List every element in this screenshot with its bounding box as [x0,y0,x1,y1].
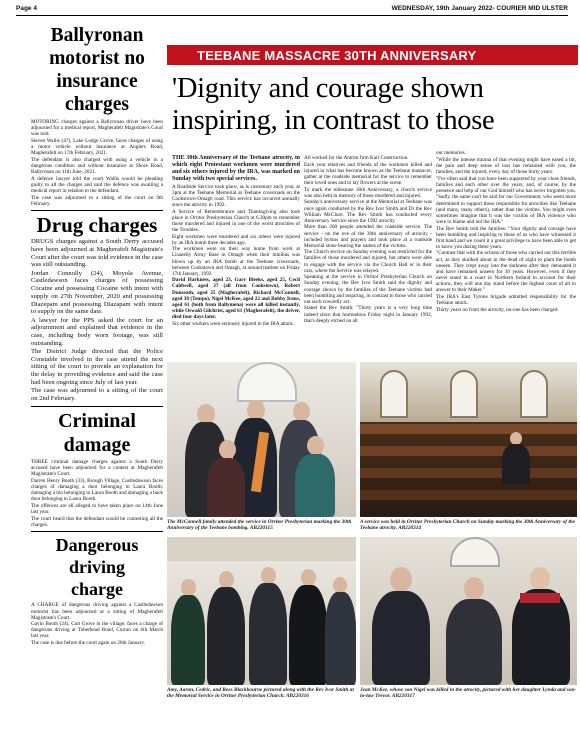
pew [360,446,577,456]
window [450,370,478,418]
article-paragraph: To mark the milestone 30th Anniversary, a church service was also held in memory of those murdered and injured. [304,186,432,199]
article-paragraph: Stated the Rev Smith: "Thirty years is a very long time indeed since that horrendous Friday night in January 1992, that's deeply etched on all [304,305,432,324]
caption-photo-3: Amy, Aaron, Cedric, and Ross Blackbourne pictured along with the Rev Ivor Smith at the Memorial Service in Orritor Presbyterian Church. AB220316 [167,687,354,700]
article-column-3 [436,150,576,362]
story1-paragraph: Steven Wallis (47), Lake Lodge Grove, faces charges of using a motor vehicle without insurance at Anglers Road, Magherafelt on 17th February, 2021. [31,137,163,157]
story3-body [31,459,163,528]
divider [31,210,163,211]
headline-line-1: 'Dignity and courage shown [172,73,484,104]
person [181,579,196,596]
person [219,440,236,459]
left-column [31,24,163,647]
victims-names: David Harkness, aged 23, Gary Bleeks, aged 25, Cecil Caldwell, aged 37 (all from Cookstown), Robert Dunseath, aged 25 (Magherafelt), Richard McConnell, aged 38 (Tempo), Nigel McKee, aged 22 and Bobby Irons, aged 61 (both from Ballymena) were all killed instantly, while Oswald Gilchrist, aged 61 (Magherafelt), the driver, died four days later. [172,277,300,320]
story2-paragraph: The case was adjourned to a sitting of the court on 2nd February. [31,387,163,402]
story2-paragraph: DRUGS charges against a South Derry accused have been adjourned at Magherafelt Magistrate's Court after the court was told evidence in the case was still outstanding. [31,238,163,269]
story1-paragraph: MOTORING charges against a Ballyronan driver have been adjourned for a medical report, Magherafelt Magistrate's Court was told. [31,119,163,138]
article-paragraph: More than 200 people attended the roadside service. The service - on the eve of the 30th anniversary of atrocity - included hymns and prayers and took place at a roadside Memorial stone bearing the names of the victims. [304,224,432,249]
article-column-1 [172,155,300,355]
story2-body [31,238,163,403]
page-header [16,4,568,16]
person [247,400,265,420]
person-body [502,444,530,484]
section-banner [167,45,578,65]
window [520,370,548,418]
article-paragraph: "While the intense trauma of that evening might have eased a bit, the pain and deep sense of loss has remained with you, the families, and the injured, every day of those thirty years. [436,156,576,175]
page-date-masthead: WEDNESDAY, 19th January 2022- COURIER MID ULSTER [391,5,568,12]
person [307,436,324,455]
caption-photo-1: The McConnell family attended the service in Orritor Presbyterian marking the 30th Anniversary of the Teebane bombing. AB220315 [167,519,352,532]
arched-window [450,537,500,567]
article-paragraph: Each year relatives and friends of the workmen killed and injured in what has become known as the Teebane massacre, gather at the roadside memorial for the service to remember their loved ones and to lay flowers at the scene. [304,161,432,186]
story4-paragraph: A CHARGE of dangerous driving against a Castledawson motorist has been adjourned at a sitting of Magherafelt Magistrate's Court. [31,602,163,621]
article-paragraph: A Service of Remembrance and Thanksgiving also took place in Orritor Presbyterian Church at 6.30pm to remember those murdered and injured in one of the worst atrocities of the Troubles. [172,208,300,233]
arched-window [237,362,297,402]
page-number: Page 4 [16,5,37,12]
person [261,567,276,584]
story3-headline: Criminal damage [58,410,136,457]
person-body [249,583,287,685]
person-body [207,587,245,685]
pew [360,490,577,500]
story2-paragraph: Jordan Connolly (24), Moyola Avenue, Castledawson faces charges of possessing Cocaine and possessing Cocaine with intent with supply on 27th November, 2020 and possessing Diazepam and possessing Diazapam with intent to supply on the same date. [31,269,163,316]
article-paragraph: "Sadly, the same can't be said for our Government, who seem more determined to support those responsible for atrocities like Teebane (and many, many others), rather than the victims. You might even sometimes imagine that it was the victims of IRA violence who were to blame and not the IRA." [436,194,576,225]
person [390,567,412,592]
article-paragraph: Six other workers were seriously injured in the IRA attack. [172,320,295,327]
person [293,402,310,421]
person-body [295,454,335,517]
person [333,577,347,593]
article-paragraph: A Roadside Service took place, as is customary each year, at 3pm at the Teebane Memorial at Teebane crossroads on the Cookstown-Omagh road. This service has occurred annually since the atrocity in 1992. [172,183,300,208]
banner-title: TEEBANE MASSACRE 30TH ANNIVERSARY [197,48,477,63]
person [219,571,234,588]
article-column-2 [304,155,432,355]
headline-line-2: inspiring, in contrast to those [172,105,495,136]
window [380,370,408,418]
story4-body [31,602,163,646]
divider [31,406,163,407]
article-paragraph: Sunday's anniversary service at the Memorial at Teebane was once again conducted by the Rev Ivor Smith and Dr the Rev William McClure. The Rev Smith has conducted every Anniversary Service since the 1992 atrocity. [304,199,432,224]
article-paragraph: The Church service on Sunday evening was restricted for the families of those murdered and injured, but others were able to engage with the service via the Church Hall or in their cars, where the Service was relayed. [304,249,432,274]
story1-body [31,119,163,207]
story3-paragraph: THREE criminal damage charges against a South Derry accused have been adjourned for a contest at Magherafelt Magistrate's Court. [31,459,163,478]
article-paragraph: "I've often said that you have been supported by your close friends, families and each other over the years, and, of course, by the presence and help of our God himself who has never forgotten you. [436,175,576,194]
divider [31,531,163,532]
story1-paragraph: The case was adjourned to a sitting of the court on 9th February. [31,194,163,207]
story1-paragraph: The defendant is also charged with using a vehicle in a dangerous condition and without insurance at Shore Road, Ballyronan on 11th June, 2021. [31,156,163,175]
article-paragraph: Speaking at the service in Orritor Presbyterian Church on Sunday evening, the Rev Ivor Smith said the dignity and courage shown by the families of the Teebane victims had been humbling and inspiring, in contrast to those who carried out such cowardly act. [304,274,432,305]
story2-paragraph: The District Judge directed that the Police Constable involved in the case attend the next sitting of the court to provide an explanation for the delay in providing evidence and said the case had been ongoing since July of last year. [31,347,163,386]
story1-headline: Ballyronan motorist no insurance charges [49,25,145,115]
story3-paragraph: Darren Henry Booth (33), Brough Village, Castledawson faces charges of damaging a door belonging to Laura Booth; damaging a bin belonging to Laura Booth and damaging a back door belonging to Laura Booth. [31,477,163,503]
person [530,567,550,590]
story1-paragraph: A defence lawyer told the court Wallis would be pleading guilty to all the charges and said the defence was awaiting a medical report in relation to the defendant. [31,175,163,194]
article-paragraph: our memories. [436,150,466,156]
person [197,404,215,424]
story2-paragraph: A lawyer for the PPS asked the court for an adjournment and explained that evidence in the case, including body worn footage, was still outstanding. [31,316,163,347]
photo-mckee-family [360,537,577,685]
story4-paragraph: The case is due before the court again on 26th January. [31,640,145,647]
person-body [207,458,245,517]
story2-headline: Drug charges [36,213,158,238]
person-body [289,585,327,685]
person [301,569,316,586]
person-body [512,589,570,685]
story4-headline: Dangerous driving charge [55,535,139,600]
person-body [372,591,430,685]
caption-photo-4: Jean McKee, whose son Nigel was killed in the atrocity, pictured with her daughter Lynda and son-in-law Trevor. AB220317 [360,687,577,700]
article-paragraph: Eight workmen were murdered and six others were injured by an IRA bomb three decades ago. [172,233,300,246]
article-paragraph: "Contrast that with the actions of those who carried out this terrible act, as they skulked about in the dead of night to plant the bomb unseen. They crept away into the darkness after they detonated it and have remained unseen for 30 years. However, even if they never stand in a court in Northern Ireland to account for their actions, they will one day stand before the highest court of all to answer to their Maker." [436,250,576,294]
caption-photo-2: A service was held in Orritor Presbyterian Church on Sunday marking the 30th Anniversary of the Teebane atrocity. AB220314 [360,519,576,532]
pew [360,468,577,478]
photo-church-interior [360,362,577,517]
story3-paragraph: The offences are all alleged to have taken place on 14th June last year. [31,502,163,515]
article-paragraph: All worked for the Antrim firm Karl Construction. [304,155,409,161]
article-paragraph: The workmen were on their way home from work at Lisanelly Army Base in Omagh when their minibus was blown up by an IRA bomb at the Teebane crossroads, between Cookstown and Omagh, at around teatime on Friday 17th January, 1992. [172,246,300,277]
photo-mcconnell-family [167,362,356,517]
article-paragraph: The Rev Smith told the families: "Your dignity and courage have been humbling and inspiring to those of us who have witnessed it first hand and we count it a great privilege to have been able to get to know you during these years. [436,225,576,250]
person-body [171,595,205,685]
photo-blackbourne-family [167,537,356,685]
person-body [446,599,502,685]
person-body [325,592,356,685]
article-paragraph: The IRA's East Tyrone brigade admitted responsibility for the Teebane attack. [436,293,576,306]
church-wall [167,537,356,561]
story4-paragraph: Gavin Booth (24), Cult Grove in the village, faces a charge of dangerous driving at Toberhead Road, Curran on 6th March last year. [31,621,163,640]
pew [360,424,577,434]
story3-paragraph: The court heard that the defendant would be contesting all the charges. [31,515,163,528]
scarf [520,593,560,603]
main-headline [172,73,577,137]
article-lead: THE 30th Anniversary of the Teebane atrocity, in which eight Protestant workmen were murdered and six others injured by the IRA, was marked on Sunday with two special services. [172,155,300,182]
person [464,577,484,600]
article-paragraph: Thirty years on from the atrocity, no-one has been charged. [436,306,559,313]
